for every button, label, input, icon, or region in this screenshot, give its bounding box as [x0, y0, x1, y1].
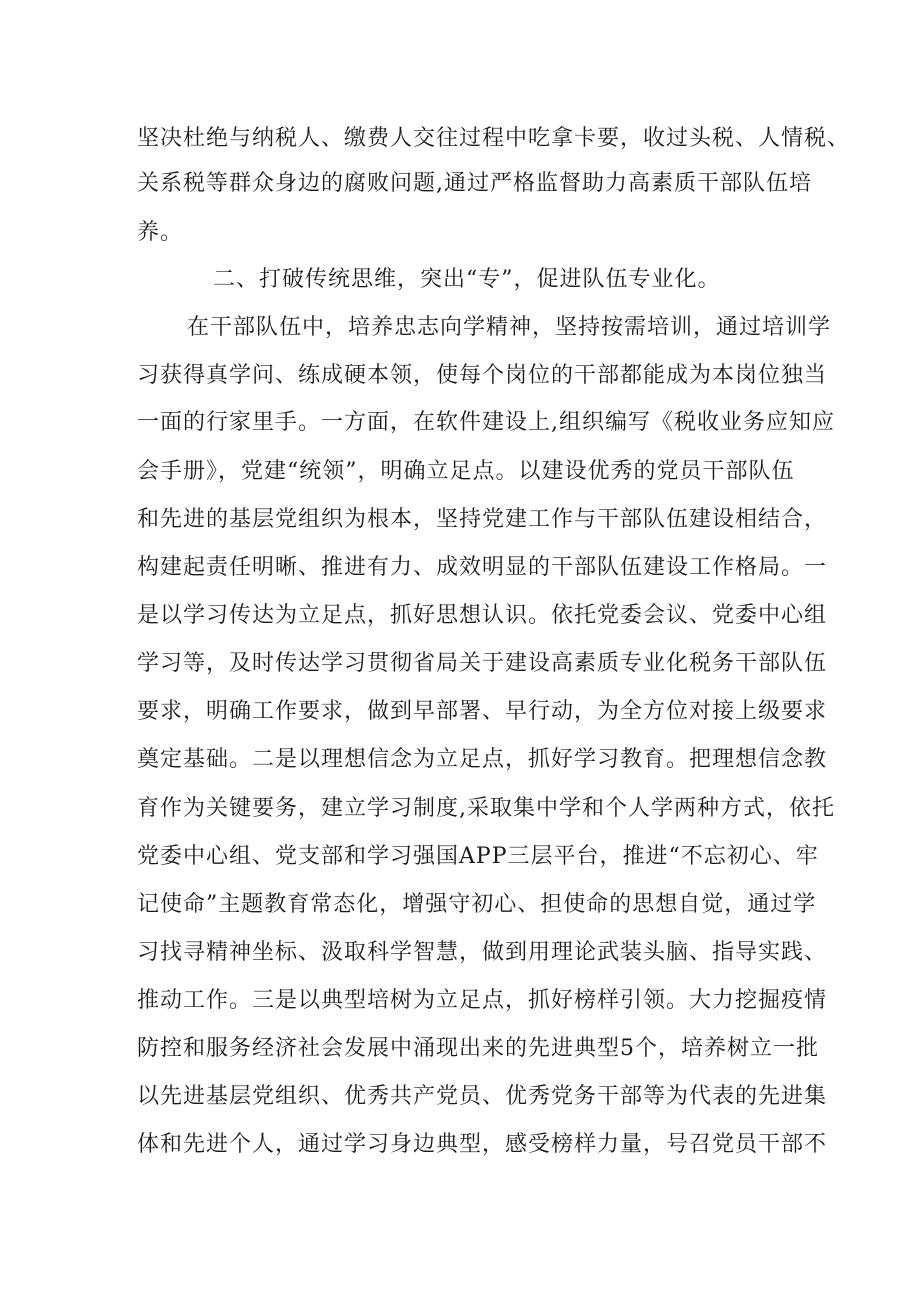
- paragraph-line: 奠定基础。二是以理想信念为立足点，抓好学习教育。把理想信念教: [137, 747, 828, 772]
- paragraph-line: 推动工作。三是以典型培树为立足点，抓好榜样引领。大力挖掘疫情: [137, 988, 828, 1013]
- paragraph-line: 习找寻精神坐标、汲取科学智慧，做到用理论武装头脑、指导实践、: [137, 940, 828, 965]
- paragraph-line: 和先进的基层党组织为根本，坚持党建工作与干部队伍建设相结合，: [137, 507, 828, 532]
- section-heading: 二、打破传统思维，突出“专”，促进队伍专业化。: [213, 267, 721, 292]
- paragraph-line: 养。: [137, 220, 184, 245]
- paragraph-line: 要求，明确工作要求，做到早部署、早行动，为全方位对接上级要求: [137, 699, 828, 724]
- paragraph-line: 在干部队伍中，培养忠志向学精神，坚持按需培训，通过培训学: [187, 315, 832, 340]
- paragraph-line: 党委中心组、党支部和学习强国APP三层平台，推进“不忘初心、牢: [137, 844, 819, 869]
- paragraph-line: 习获得真学问、练成硬本领，使每个岗位的干部都能成为本岗位独当: [137, 363, 828, 388]
- paragraph-line: 以先进基层党组织、优秀共产党员、优秀党务干部等为代表的先进集: [137, 1084, 828, 1109]
- paragraph-line: 记使命”主题教育常态化，增强守初心、担使命的思想自觉，通过学: [137, 892, 817, 917]
- paragraph-line: 学习等，及时传达学习贯彻省局关于建设高素质专业化税务干部队伍: [137, 651, 828, 676]
- paragraph-line: 是以学习传达为立足点，抓好思想认识。依托党委会议、党委中心组: [137, 603, 828, 628]
- paragraph-line: 防控和服务经济社会发展中涌现出来的先进典型5个，培养树立一批: [137, 1036, 819, 1061]
- paragraph-line: 构建起责任明晰、推进有力、成效明显的干部队伍建设工作格局。一: [137, 555, 828, 580]
- paragraph-line: 一面的行家里手。一方面，在软件建设上,组织编写《税收业务应知应: [137, 410, 835, 435]
- paragraph-line: 坚决杜绝与纳税人、缴费人交往过程中吃拿卡要，收过头税、人情税、: [137, 126, 851, 151]
- paragraph-line: 会手册》，党建“统领”，明确立足点。以建设优秀的党员干部队伍: [137, 459, 795, 484]
- paragraph-line: 育作为关键要务，建立学习制度,采取集中学和个人学两种方式，依托: [137, 796, 835, 821]
- paragraph-line: 关系税等群众身边的腐败问题,通过严格监督助力高素质干部队伍培: [137, 171, 812, 196]
- paragraph-line: 体和先进个人，通过学习身边典型，感受榜样力量，号召党员干部不: [137, 1132, 828, 1157]
